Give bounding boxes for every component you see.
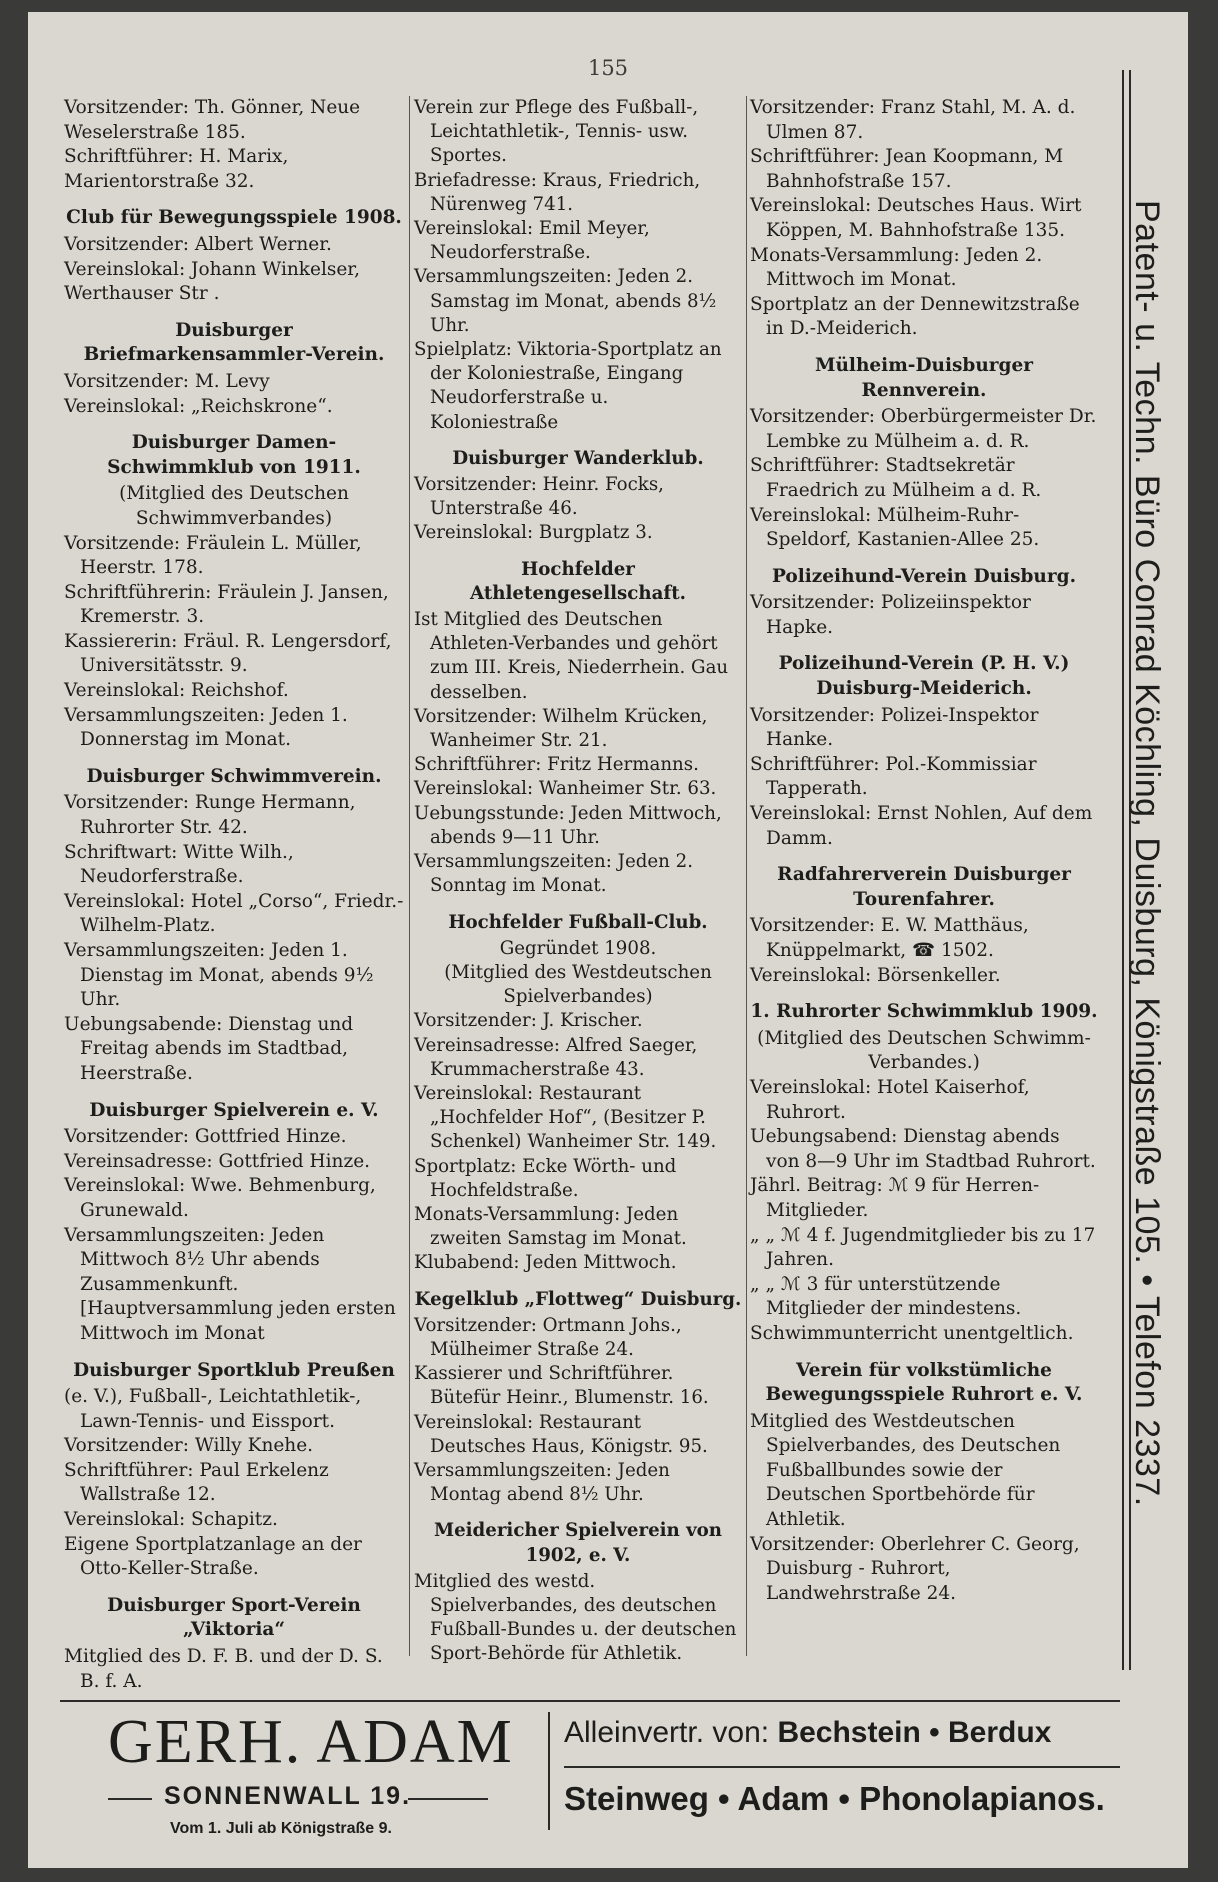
advert-street: SONNENWALL 19. — [164, 1782, 412, 1810]
text-line: Versammlungszeiten: Jeden 1. Donnerstag im Monat. — [64, 704, 348, 751]
text-line: Vorsitzender: Ortmann Johs., Mülheimer Straße 24. — [414, 1314, 682, 1360]
section-heading: Hochfelder Fußball-Club. — [448, 911, 708, 933]
section-heading: Meidericher Spielverein von 1902, e. V. — [433, 1520, 723, 1566]
text-line: Vereinslokal: Ernst Nohlen, Auf dem Damm. — [750, 803, 1093, 849]
text-line: Vereinslokal: Restaurant „Hochfelder Hof“, (Besitzer P. Schenkel) Wanheimer Str. 149. — [414, 1082, 717, 1153]
text-line: Vorsitzender: Polizei-Inspektor Hanke. — [750, 704, 1039, 751]
text-line: Vereinslokal: Deutsches Haus. Wirt Köppen, M. Bahnhofstraße 135. — [750, 195, 1082, 241]
text-line: Schriftführer: Fritz Hermanns. — [414, 754, 699, 776]
column-divider — [746, 96, 747, 1656]
text-line: Vorsitzender: Runge Hermann, Ruhrorter Str. 42. — [64, 792, 356, 839]
text-line: Schriftführer: Pol.-Kommissiar Tapperath. — [750, 753, 1037, 800]
text-line: Vereinslokal: Hotel „Corso“, Friedr.-Wilhelm-Platz. — [64, 890, 404, 937]
text-line: Vereinslokal: Burgplatz 3. — [414, 522, 653, 544]
text-line: Vereinslokal: Wanheimer Str. 63. — [414, 778, 717, 800]
text-line: Monats-Versammlung: Jeden zweiten Samstag im Monat. — [414, 1203, 687, 1250]
text-line: Ist Mitglied des Deutschen Athleten-Verbandes und gehört zum III. Kreis, Niederrhein. Gau desselben. — [414, 609, 729, 703]
section-heading: Duisburger Briefmarkensammler-Verein. — [83, 319, 385, 366]
section-heading: Kegelklub „Flottweg“ Duisburg. — [414, 1288, 742, 1310]
column-3 — [750, 96, 1098, 1606]
text-line: Mitglied des westd. Spielverbandes, des deutschen Fußball-Bundes u. der deutschen Sport-Behörde für Athletik. — [414, 1570, 737, 1665]
text-line: Vorsitzender: Oberbürgermeister Dr. Lembke zu Mülheim a. d. R. — [750, 406, 1097, 452]
section-heading: Polizeihund-Verein Duisburg. — [771, 565, 1077, 587]
text-line: Mitglied des D. F. B. und der D. S. B. f. A. — [64, 1646, 383, 1692]
text-line: Versammlungszeiten: Jeden Mittwoch 8½ Uhr abends Zusammenkunft. [Hauptversammlung jeden ersten Mittwoch im Monat — [64, 1224, 396, 1344]
text-line: Vorsitzender: Willy Knehe. — [64, 1435, 314, 1457]
text-line: Schriftführer: Jean Koopmann, M Bahnhofstraße 157. — [750, 146, 1064, 192]
advert-products-line: Steinweg • Adam • Phonolapianos. — [564, 1780, 1105, 1817]
column-2 — [414, 96, 742, 1667]
text-line: Vereinslokal: Mülheim-Ruhr-Speldorf, Kastanien-Allee 25. — [750, 504, 1040, 551]
section-heading: Club für Bewegungsspiele 1908. — [66, 207, 402, 229]
text-line: Vorsitzender: Wilhelm Krücken, Wanheimer Str. 21. — [414, 705, 708, 752]
section-heading: Duisburger Damen-Schwimmklub von 1911. — [107, 432, 361, 478]
text-line: Sportplatz: Ecke Wörth- und Hochfeldstraße. — [414, 1155, 677, 1201]
text-line: Kassiererin: Fräul. R. Lengersdorf, Universitätsstr. 9. — [64, 630, 392, 677]
text-line: Vereinslokal: Schapitz. — [64, 1509, 278, 1531]
side-rule — [1122, 70, 1124, 1670]
text-line: Vorsitzender: Albert Werner. — [64, 233, 332, 255]
section-heading: 1. Ruhrorter Schwimmklub 1909. — [750, 1001, 1098, 1023]
text-line: Vorsitzender: M. Levy — [64, 370, 270, 392]
section-heading: Hochfelder Athletengesellschaft. — [470, 558, 686, 604]
vertical-advert-text: Patent- u. Techn. Büro Conrad Köchling, Duisburg, Königstraße 105. • Telefon 2337. — [1128, 200, 1166, 1507]
text-line: Schriftwart: Witte Wilh., Neudorferstraße. — [64, 841, 294, 888]
text-line: Vereinslokal: Reichshof. — [64, 680, 289, 702]
text-line: Vereinslokal: Restaurant Deutsches Haus, Königstr. 95. — [414, 1411, 708, 1457]
section-heading: Polizeihund-Verein (P. H. V.) Duisburg-Meiderich. — [778, 653, 1070, 700]
text-line: Vorsitzende: Fräulein L. Müller, Heerstr. 178. — [64, 532, 362, 579]
text-line: „ „ ℳ 4 f. Jugendmitglieder bis zu 17 Jahren. — [750, 1224, 1096, 1271]
advert-brands: Bechstein • Berdux — [777, 1716, 1052, 1749]
text-line: Kassierer und Schriftführer. Bütefür Heinr., Blumenstr. 16. — [414, 1363, 709, 1409]
section-heading: Mülheim-Duisburger Rennverein. — [815, 354, 1033, 401]
section-note: (Mitglied des Deutschen Schwimm-Verbandes.) — [757, 1027, 1091, 1074]
text-line: Uebungsstunde: Jeden Mittwoch, abends 9—11 Uhr. — [414, 802, 722, 848]
text-line: Versammlungszeiten: Jeden 2. Samstag im Monat, abends 8½ Uhr. — [414, 266, 717, 336]
advert-move-note: Vom 1. Juli ab Königstraße 9. — [170, 1820, 392, 1837]
section-heading: Duisburger Schwimmverein. — [86, 765, 382, 787]
text-line: Vereinsadresse: Alfred Saeger, Krummacherstraße 43. — [414, 1034, 698, 1080]
section-heading: Verein für volkstümliche Bewegungsspiele Ruhrort e. V. — [765, 1359, 1083, 1406]
text-line: Werthauser Str . — [64, 283, 220, 305]
section-note: (Mitglied des Westdeutschen Spielverbandes) — [444, 961, 712, 1008]
text-line: Vorsitzender: J. Krischer. — [414, 1010, 643, 1032]
text-line: Vereinslokal: „Reichskrone“. — [64, 395, 333, 417]
text-line: „ „ ℳ 3 für unterstützende Mitglieder der mindestens. — [750, 1273, 1022, 1320]
text-line: Versammlungszeiten: Jeden 2. Sonntag im Monat. — [414, 851, 693, 897]
advert-street-rule — [408, 1798, 488, 1800]
column-1 — [64, 96, 404, 1694]
advert-street-rule — [108, 1798, 152, 1800]
text-line: Vereinsadresse: Gottfried Hinze. — [64, 1150, 371, 1172]
text-line: Vorsitzender: E. W. Matthäus, Knüppelmarkt, ☎ 1502. — [750, 915, 1029, 961]
text-line: Vorsitzender: Franz Stahl, M. A. d. Ulmen 87. — [750, 97, 1076, 143]
text-line: Vorsitzender: Gottfried Hinze. — [64, 1126, 347, 1148]
text-line: Vereinslokal: Wwe. Behmenburg, Grunewald. — [64, 1175, 376, 1221]
text-line: Uebungsabend: Dienstag abends von 8—9 Uhr im Stadtbad Ruhrort. — [750, 1126, 1096, 1172]
advert-block — [60, 1706, 1120, 1846]
text-line: Vorsitzender: Heinr. Focks, Unterstraße 46. — [414, 474, 664, 520]
text-line: Spielplatz: Viktoria-Sportplatz an der Koloniestraße, Eingang Neudorferstraße u. Koloniestraße — [414, 339, 722, 433]
text-line: Schriftführer: H. Marix, — [64, 146, 289, 168]
column-divider — [409, 96, 410, 1656]
section-heading: Duisburger Sport-Verein „Viktoria“ — [107, 1594, 361, 1641]
text-line: Sportplatz an der Dennewitzstraße in D.-Meiderich. — [750, 293, 1080, 340]
section-heading: Duisburger Sportklub Preußen — [73, 1359, 395, 1381]
text-line: Marientorstraße 32. — [64, 170, 255, 192]
text-line: Eigene Sportplatzanlage an der Otto-Keller-Straße. — [64, 1533, 362, 1580]
page-number: 155 — [587, 56, 629, 80]
text-line: Vorsitzender: Th. Gönner, Neue — [64, 97, 361, 118]
section-note: Gegründet 1908. — [499, 937, 657, 959]
section-heading: Radfahrerverein Duisburger Tourenfahrer. — [777, 864, 1071, 910]
advert-top-rule — [60, 1700, 1120, 1702]
text-line: Monats-Versammlung: Jeden 2. Mittwoch im Monat. — [750, 244, 1043, 291]
text-line: Vereinslokal: Emil Meyer, Neudorferstraße. — [414, 218, 650, 264]
section-heading: Duisburger Spielverein e. V. — [89, 1099, 379, 1121]
text-line: Weselerstraße 185. — [64, 121, 246, 143]
advert-agency-prefix: Alleinvertr. von: — [564, 1716, 770, 1749]
text-line: Vorsitzender: Polizeiinspektor Hapke. — [750, 592, 1031, 638]
text-line: Vereinslokal: Börsenkeller. — [750, 964, 1001, 986]
advert-inner-rule — [564, 1766, 1120, 1768]
text-line: Schriftführer: Paul Erkelenz Wallstraße 12. — [64, 1459, 329, 1506]
text-line: Schriftführerin: Fräulein J. Jansen, Kremerstr. 3. — [64, 581, 389, 628]
text-line: Versammlungszeiten: Jeden 1. Dienstag im Monat, abends 9½ Uhr. — [64, 940, 374, 1011]
text-line: Klubabend: Jeden Mittwoch. — [414, 1252, 677, 1274]
text-line: Vereinslokal: Johann Winkelser, — [64, 258, 360, 280]
text-line: Briefadresse: Kraus, Friedrich, Nürenweg 741. — [414, 169, 701, 215]
text-line: Schwimmunterricht unentgeltlich. — [750, 1322, 1074, 1344]
text-line: Uebungsabende: Dienstag und Freitag abends im Stadtbad, Heerstraße. — [64, 1013, 354, 1084]
section-heading: Duisburger Wanderklub. — [452, 447, 704, 469]
advert-company-name: GERH. ADAM — [108, 1708, 514, 1776]
text-line: Vereinslokal: Hotel Kaiserhof, Ruhrort. — [750, 1076, 1030, 1123]
section-note: (Mitglied des Deutschen Schwimmverbandes) — [119, 483, 349, 529]
advert-divider — [548, 1712, 550, 1830]
text-line: Jährl. Beitrag: ℳ 9 für Herren-Mitglieder. — [750, 1175, 1040, 1221]
text-line: Verein zur Pflege des Fußball-, Leichtathletik-, Tennis- usw. Sportes. — [414, 97, 699, 167]
text-line: Schriftführer: Stadtsekretär Fraedrich zu Mülheim a d. R. — [750, 455, 1042, 501]
text-line: Vorsitzender: Oberlehrer C. Georg, Duisburg - Ruhrort, Landwehrstraße 24. — [750, 1533, 1080, 1604]
text-line: Mitglied des Westdeutschen Spielverbandes, des Deutschen Fußballbundes sowie der Deutschen Sportbehörde für Athletik. — [750, 1410, 1061, 1531]
advert-agency-line — [564, 1716, 1051, 1750]
text-line: (e. V.), Fußball-, Leichtathletik-, Lawn-Tennis- und Eissport. — [64, 1386, 362, 1432]
text-line: Versammlungszeiten: Jeden Montag abend 8½ Uhr. — [414, 1459, 670, 1506]
